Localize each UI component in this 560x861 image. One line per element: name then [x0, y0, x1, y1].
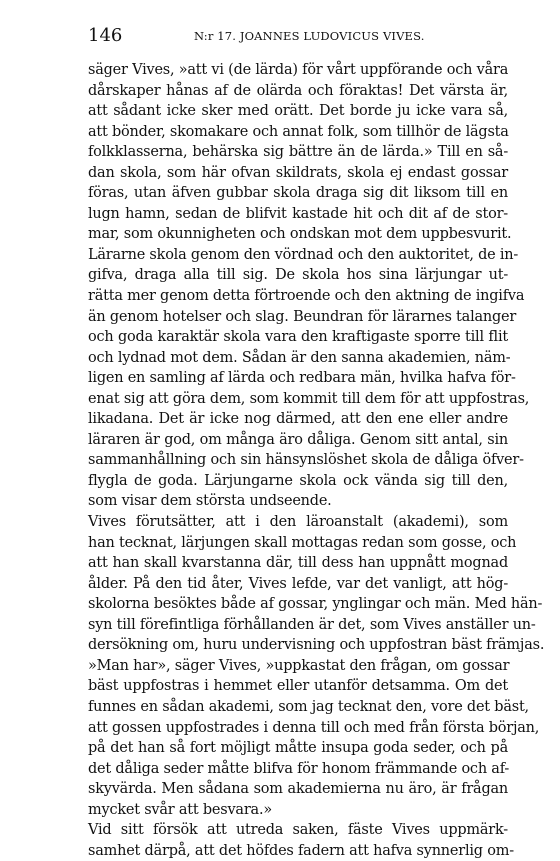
text-line: och goda karaktär skola vara den kraftigaste sporre till flit [88, 329, 508, 346]
text-line: funnes en sådan akademi, som jag tecknat den, vore det bäst, [88, 698, 529, 715]
text-line: som visar dem största undseende. [88, 493, 332, 510]
text-line: syn till förefintliga förhållanden är det, som Vives anställer un- [88, 616, 536, 633]
text-line: mar, som okunnigheten och ondskan mot dem uppbesvurit. [88, 226, 512, 243]
text-line: bäst uppfostras i hemmet eller utanför detsamma. Om det [88, 678, 508, 695]
text-line: att sådant icke sker med orätt. Det borde ju icke vara så, [88, 103, 508, 120]
text-line: ålder. På den tid åter, Vives lefde, var det vanligt, att hög- [88, 575, 508, 592]
text-line: flygla de goda. Lärjungarne skola ock vända sig till den, [88, 472, 508, 489]
text-line: än genom hotelser och slag. Beundran för lärarnes talanger [88, 308, 517, 325]
text-line: och lydnad mot dem. Sådan är den sanna akademien, näm- [88, 349, 511, 366]
text-line: folkklasserna, behärska sig bättre än de lärda.» Till en så- [88, 144, 508, 161]
text-line: gifva, draga alla till sig. De skola hos sina lärjungar ut- [88, 267, 508, 284]
running-head: N:r 17. JOANNES LUDOVICUS VIVES. [194, 29, 425, 43]
text-line: det dåliga seder måtte blifva för honom främmande och af- [88, 760, 510, 777]
text-line: på det han så fort möjligt måtte insupa goda seder, och på [88, 740, 508, 757]
page-number: 146 [88, 25, 123, 46]
text-line: skolorna besöktes både af gossar, ynglingar och män. Med hän- [88, 596, 543, 613]
text-line: att gossen uppfostrades i denna till och med från första början, [88, 719, 540, 736]
text-line: lugn hamn, sedan de blifvit kastade hit och dit af de stor- [88, 205, 508, 222]
text-line: dan skola, som här ofvan skildrats, skola ej endast gossar [88, 164, 508, 181]
text-line: föras, utan äfven gubbar skola draga sig dit liksom till en [88, 185, 508, 202]
text-line: Vives förutsätter, att i den läroanstalt (akademi), som [88, 514, 508, 531]
page-header [88, 25, 508, 47]
text-line: Vid sitt försök att utreda saken, fäste Vives uppmärk- [88, 822, 508, 839]
text-line: rätta mer genom detta förtroende och den aktning de ingifva [88, 288, 525, 305]
text-line: likadana. Det är icke nog därmed, att den ene eller andre [88, 411, 508, 428]
text-line: ligen en samling af lärda och redbara män, hvilka hafva för- [88, 370, 516, 387]
text-line: »Man har», säger Vives, »uppkastat den frågan, om gossar [88, 657, 510, 674]
text-line: läraren är god, om många äro dåliga. Genom sitt antal, sin [88, 431, 508, 448]
text-line: enat sig att göra dem, som kommit till dem för att uppfostras, [88, 390, 530, 407]
text-line: att bönder, skomakare och annat folk, som tillhör de lägsta [88, 123, 509, 140]
text-line: säger Vives, »att vi (de lärda) för vårt uppförande och våra [88, 62, 509, 78]
text-line: att han skall kvarstanna där, till dess han uppnått mognad [88, 555, 508, 572]
text-line: samhet därpå, att det höfdes fadern att hafva synnerlig om- [88, 842, 514, 859]
text-line: skyvärda. Men sådana som akademierna nu äro, är frågan [88, 781, 508, 798]
text-line: han tecknat, lärjungen skall mottagas redan som gosse, och [88, 534, 517, 551]
body-text [88, 60, 545, 861]
text-line: dersökning om, huru undervisning och uppfostran bäst främjas. [88, 637, 545, 654]
text-line: mycket svår att besvara.» [88, 801, 272, 818]
text-line: Lärarne skola genom den vördnad och den auktoritet, de in- [88, 246, 519, 263]
text-line: dårskaper hånas af de olärda och föraktas! Det värsta är, [88, 82, 508, 99]
text-line: sammanhållning och sin hänsynslöshet skola de dåliga öfver- [88, 452, 524, 469]
